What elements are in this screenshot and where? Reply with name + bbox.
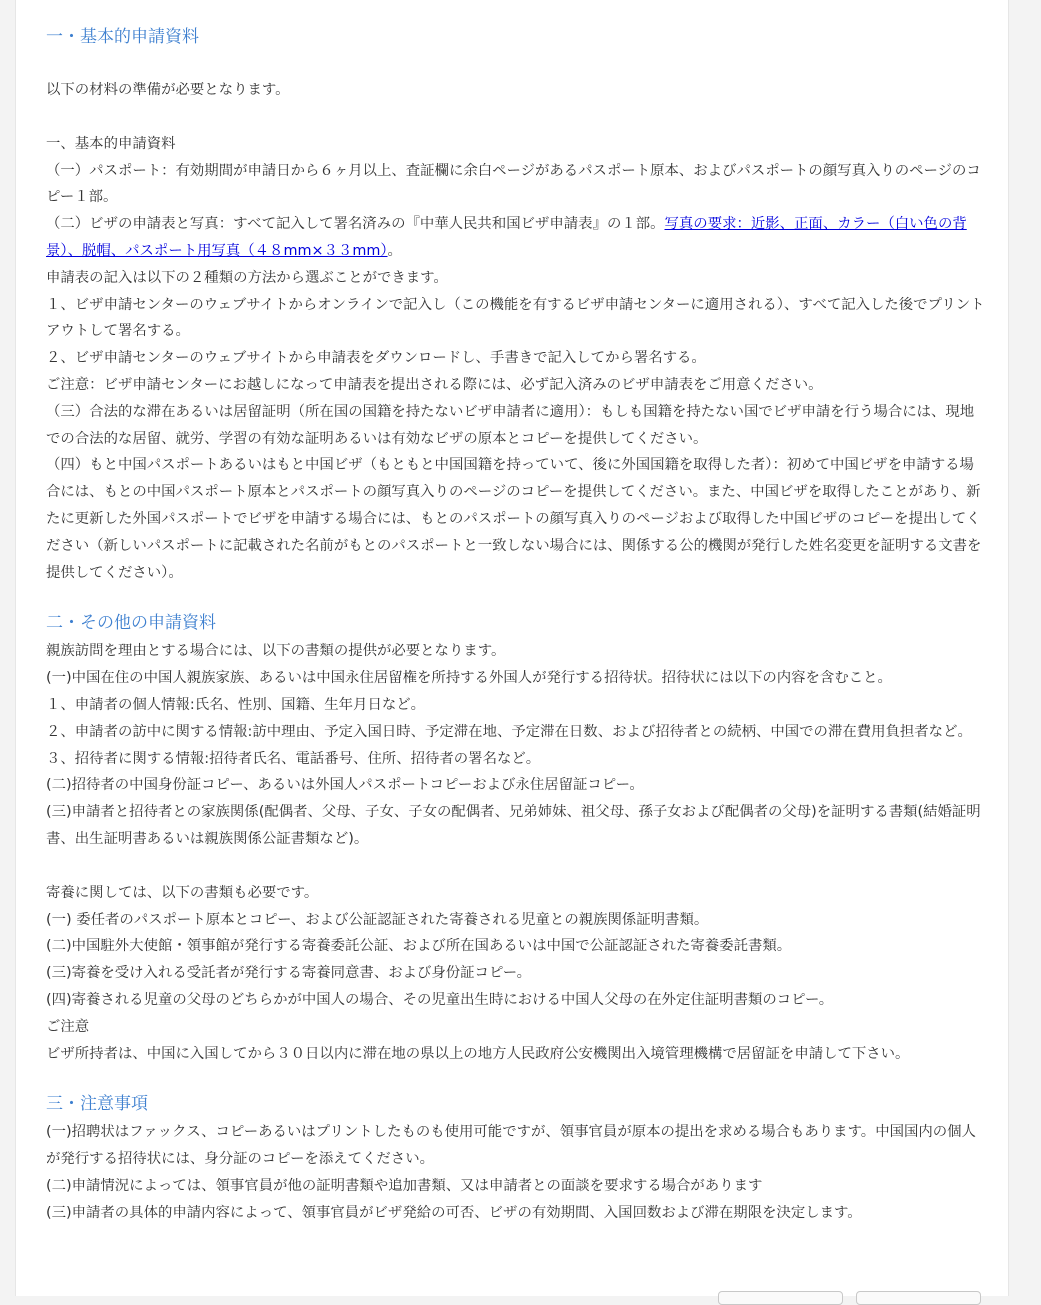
form-notice: ご注意：ビザ申請センターにお越しになって申請表を提出される際には、必ず記入済みのビザ申請表をご用意ください。 [46,376,823,393]
invitation-item-2: ２、申請者の訪中に関する情報:訪中理由、予定入国日時、予定滞在地、予定滞在日数、および招待者との続柄、中国での滞在費用負担者など。 [46,723,972,740]
document-page [15,0,1009,1296]
photo-requirements-link[interactable]: 写真の要求：近影、正面、カラー（白い色の背景）、脱帽、パスポート用写真（４８mm×３３mm） [46,216,967,259]
invitation-item-1: １、申請者の個人情報:氏名、性別、国籍、生年月日など。 [46,696,426,713]
foster-item-1: (一) 委任者のパスポート原本とコピー、および公証認証された寄養される児童との親族関係証明書類。 [46,911,709,928]
foster-care-text: 寄養に関しては、以下の書類も必要です。 [46,884,319,901]
foster-item-3: (三)寄養を受け入れる受託者が発行する寄養同意書、および身份証コピー。 [46,965,531,982]
form-method-2: ２、ビザ申請センターのウェブサイトから申請表をダウンロードし、手書きで記入してから署名する。 [46,350,706,367]
note-item-1: (一)招聘状はファックス、コピーあるいはプリントしたものも使用可能ですが、領事官員が原本の提出を求める場合もあります。中国国内の個人が発行する招待状には、身分証のコピーを添えてください。 [46,1124,976,1168]
foster-item-2: (二)中国駐外大使館・領事館が発行する寄養委託公証、および所在国あるいは中国で公証認証された寄養委託書類。 [46,938,792,955]
family-visit-text: 親族訪問を理由とする場合には、以下の書類の提供が必要となります。 [46,643,506,660]
form-text: （二）ビザの申請表と写真：すべて記入して署名済みの『中華人民共和国ビザ申請表』の１部。 [46,216,665,233]
bottom-button-left[interactable] [718,1291,843,1305]
subheading-basic: 一、基本的申請資料 [46,135,176,152]
inviter-id-copy-text: (二)招待者の中国身份証コピー、あるいは外国人パスポートコピーおよび永住居留証コピー。 [46,777,644,794]
residence-proof-requirement: （三）合法的な滞在あるいは居留証明（所在国の国籍を持たないビザ申請者に適用）：もしも国籍を持たない国でビザ申請を行う場合には、現地での合法的な居留、就労、学習の有効な証明あるいは有効なビザの原本とコピーを提供してください。 [46,403,975,447]
section-heading-other-documents: 二・その他の申請資料 [46,613,216,634]
intro-text: 以下の材料の準備が必要となります。 [46,82,290,98]
note-item-2: (二)申請情況によっては、領事官員が他の証明書類や追加書類、又は申請者との面談を要求する場合があります [46,1177,763,1194]
invitation-letter-text: (一)中国在住の中国人親族家族、あるいは中国永住居留権を所持する外国人が発行する招待状。招待状には以下の内容を含むこと。 [46,670,892,687]
form-methods-text: 申請表の記入は以下の２種類の方法から選ぶことができます。 [46,269,448,286]
bottom-button-right[interactable] [856,1291,981,1305]
invitation-item-3: ３、招待者に関する情報:招待者氏名、電話番号、住所、招待者の署名など。 [46,750,541,767]
residence-permit-notice: ビザ所持者は、中国に入国してから３０日以内に滞在地の県以上の地方人民政府公安機関出入境管理機構で居留証を申請して下さい。 [46,1045,910,1062]
section-heading-basic-documents: 一・基本的申請資料 [46,27,199,47]
family-relation-proof-text: (三)申請者と招待者との家族関係(配偶者、父母、子女、子女の配偶者、兄弟姉妹、祖父母、孫子女および配偶者の父母)を証明する書類(結婚証明書、出生証明書あるいは親族関係公証書類など)。 [46,804,981,847]
document-content [46,22,986,1226]
foster-item-4: (四)寄養される児童の父母のどちらかが中国人の場合、その児童出生時における中国人父母の在外定住証明書類のコピー。 [46,991,834,1008]
former-chinese-passport-requirement: （四）もと中国パスポートあるいはもと中国ビザ（もともと中国国籍を持っていて、後に外国国籍を取得した者）：初めて中国ビザを申請する場合には、もとの中国パスポート原本とパスポートの顔写真入りのページのコピーを提供してください。また、中国ビザを取得したことがあり、新たに更新した外国パスポートでビザを申請する場合には、もとのパスポートの顔写真入りのページおよび取得した中国ビザのコピーを提出してください（新しいパスポートに記載された名前がもとのパスポートと一致しない場合には、関係する公的機関が発行した姓名変更を証明する文書を提供してください）。 [46,457,982,581]
note-item-3: (三)申請者の具体的申請内容によって、領事官員がビザ発給の可否、ビザの有効期間、入国回数および滞在期限を決定します。 [46,1204,862,1221]
notice-label: ご注意 [46,1018,90,1035]
form-method-1: １、ビザ申請センターのウェブサイトからオンラインで記入し（この機能を有するビザ申請センターに適用される）、すべて記入した後でプリントアウトして署名する。 [46,296,985,340]
form-text-end: 。 [387,242,402,259]
application-form-requirement [46,211,986,265]
section-heading-notes: 三・注意事項 [46,1094,148,1115]
passport-requirement: （一）パスポート：有効期間が申請日から６ヶ月以上、査証欄に余白ページがあるパスポート原本、およびパスポートの顔写真入りのページのコピー１部。 [46,162,981,206]
